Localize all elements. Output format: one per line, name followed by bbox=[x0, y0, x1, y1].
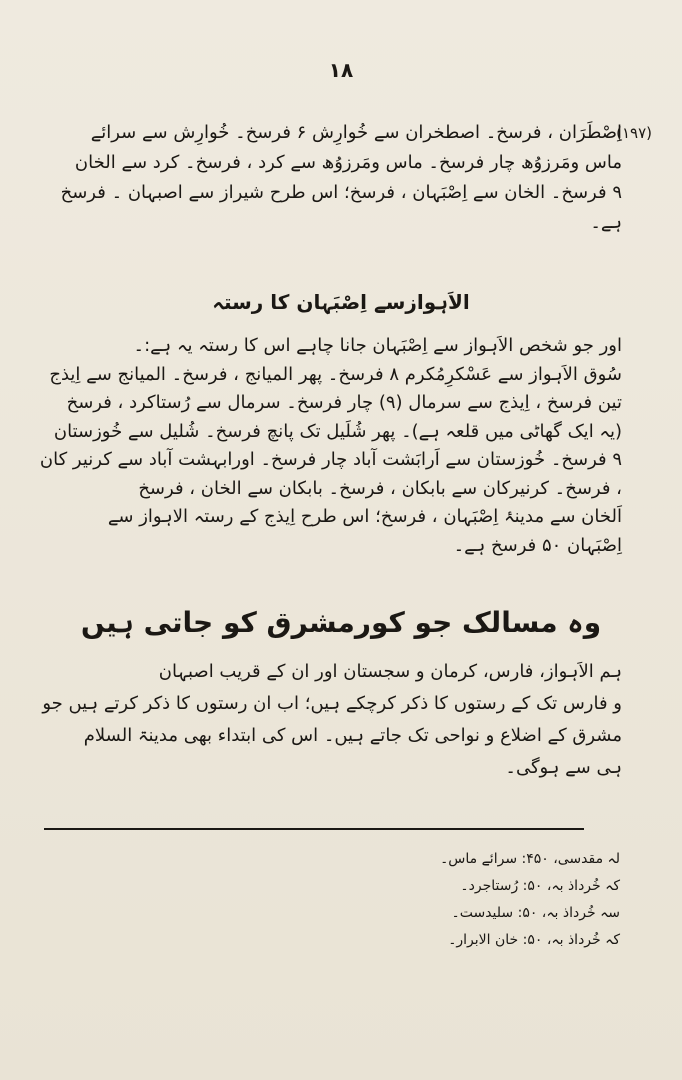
paragraph-ahwaz-isfahan bbox=[39, 332, 622, 560]
footnotes bbox=[180, 846, 620, 954]
footnote-3: سہ خُرداذ بہ، ۵۰: سلیدست۔ bbox=[451, 905, 620, 921]
text-line: ہم الاَہواز، فارس، کرمان و سجستان اور ان کے قریب اصبہان bbox=[158, 661, 622, 682]
text-line: سُوق الاَہواز سے عَسْکرِمُکرم ۸ فرسخ۔ پھر المیانج ، فرسخ۔ المیانج سے اِیذج bbox=[49, 363, 622, 385]
text-line: و فارس تک کے رستوں کا ذکر کرچکے ہیں؛ اب ان رستوں کا ذکر کرتے ہیں جو bbox=[42, 693, 622, 714]
footnote-1: لہ مقدسی، ۴۵۰: سرائے ماس۔ bbox=[440, 851, 620, 867]
text-line: مشرق کے اضلاع و نواحی تک جاتے ہیں۔ اس کی ابتداء بھی مدینۃ السلام bbox=[83, 725, 622, 746]
section-heading-ahwaz-isfahan: الاَہوازسے اِصْبَہان کا رستہ bbox=[212, 290, 470, 314]
text-line: ۹ فرسخ۔ خُوزستان سے اَرابَشت آباد چار فرسخ۔ اورابہشت آباد سے کرنیر کان bbox=[39, 449, 622, 470]
page-number: ۱۸ bbox=[328, 58, 354, 82]
text-line: ماس ومَرزوُھ چار فرسخ۔ ماس ومَرزوُھ سے کرد ، فرسخ۔ کرد سے الخان bbox=[74, 152, 622, 173]
text-line: ، فرسخ۔ کرنیرکان سے بابکان ، فرسخ۔ بابکان سے الخان ، فرسخ bbox=[138, 477, 622, 499]
line-text: اِصْطَرَان ، فرسخ۔ اصطخران سے خُوارِش ۶ فرسخ۔ خُوارِش سے سرائے bbox=[90, 122, 622, 143]
footnote-2: کہ خُرداذ بہ، ۵۰: رُستاجرد۔ bbox=[460, 878, 620, 894]
footnote-4: کہ خُرداذ بہ، ۵۰: خان الابرار۔ bbox=[448, 932, 620, 948]
text-line: اَلخان سے مدینۂ اِصْبَہان ، فرسخ؛ اس طرح اِیذج کے رستہ الاہواز سے bbox=[107, 506, 622, 527]
paragraph-197 bbox=[60, 118, 652, 238]
text-line: اور جو شخص الاَہواز سے اِصْبَہان جانا چاہے اس کا رستہ یہ ہے:۔ bbox=[133, 335, 622, 356]
paragraph-eastern-routes bbox=[42, 656, 622, 784]
paragraph-number: (۱۹۷) bbox=[616, 124, 652, 142]
text-line bbox=[62, 118, 652, 148]
text-line: ہے۔ bbox=[590, 212, 622, 233]
text-line: تین فرسخ ، اِیذج سے سرمال (۹) چار فرسخ۔ سرمال سے رُستاکرد ، فرسخ bbox=[66, 392, 622, 413]
text-line: اِصْبَہان ۵۰ فرسخ ہے۔ bbox=[453, 534, 622, 556]
text-line: ہی سے ہوگی۔ bbox=[505, 757, 622, 778]
text-line: (یہ ایک گھاٹی میں قلعہ ہے)۔ پھر شُلَیل تک پانچ فرسخ۔ شُلیل سے خُوزستان bbox=[53, 420, 622, 442]
section-heading-eastern-routes: وہ مسالک جو کورمشرق کو جاتی ہیں bbox=[80, 606, 602, 639]
footnote-divider bbox=[44, 828, 584, 830]
text-line: ۹ فرسخ۔ الخان سے اِصْبَہان ، فرسخ؛ اس طرح شیراز سے اصبہان ۔ فرسخ bbox=[60, 182, 622, 203]
